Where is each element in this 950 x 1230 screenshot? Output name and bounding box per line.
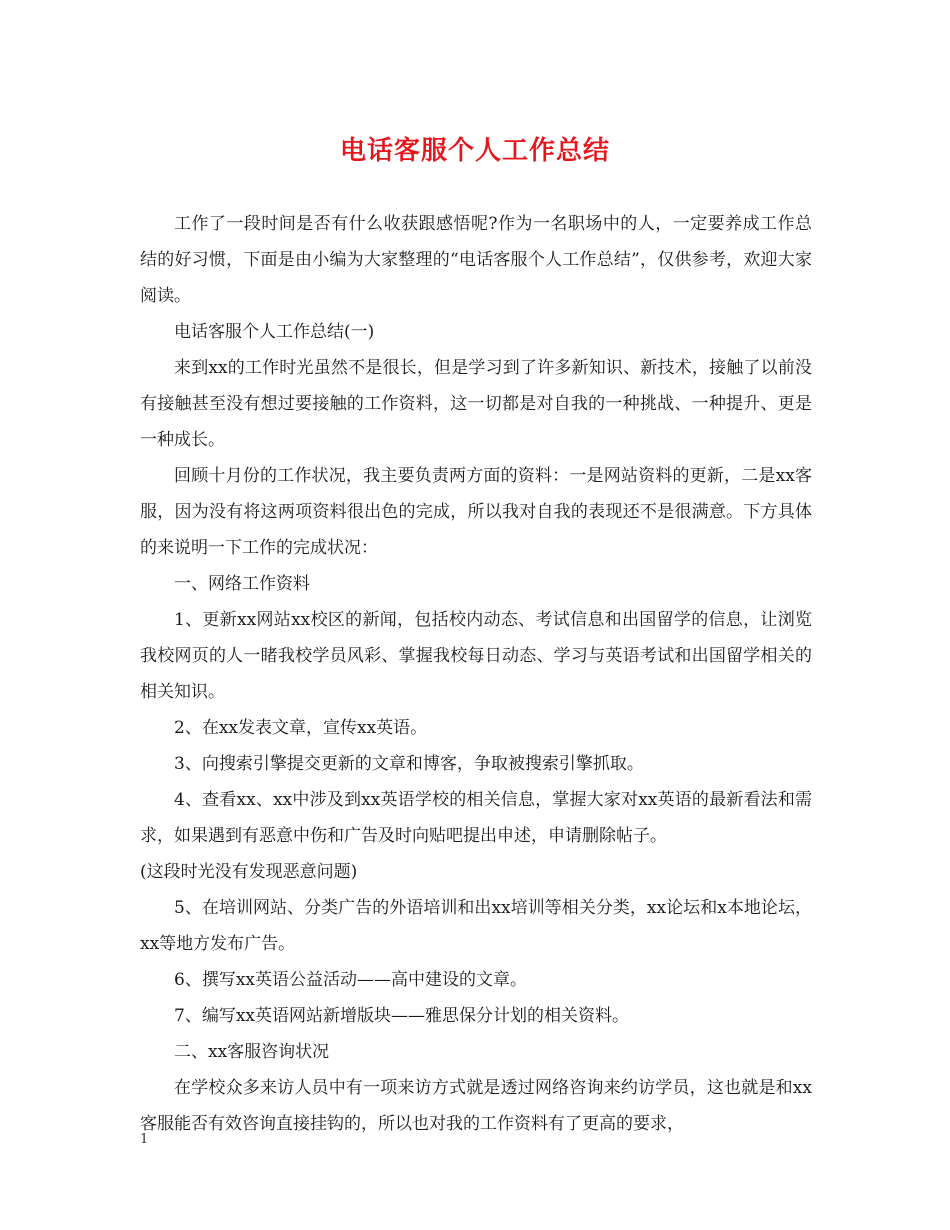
intro-paragraph: 工作了一段时间是否有什么收获跟感悟呢?作为一名职场中的人，一定要养成工作总结的好习惯，下面是由小编为大家整理的“电话客服个人工作总结”，仅供参考，欢迎大家阅读。 [140, 214, 812, 306]
section-heading: 一、网络工作资料 [174, 574, 310, 594]
note-text: (这段时光没有发现恶意问题) [140, 862, 358, 882]
section-heading: 电话客服个人工作总结(一) [174, 322, 375, 342]
body-paragraph: 在学校众多来访人员中有一项来访方式就是透过网络咨询来约访学员，这也就是和xx客服能否有效咨询直接挂钩的，所以也对我的工作资料有了更高的要求， [140, 1078, 812, 1134]
body-paragraph: 回顾十月份的工作状况，我主要负责两方面的资料：一是网站资料的更新，二是xx客服，因为没有将这两项资料很出色的完成，所以我对自我的表现还不是很满意。下方具体的来说明一下工作的完成状况： [140, 466, 812, 558]
list-item: 7、编写xx英语网站新增版块——雅思保分计划的相关资料。 [174, 1006, 629, 1026]
section-heading: 二、xx客服咨询状况 [174, 1042, 330, 1062]
list-item: 6、撰写xx英语公益活动——高中建设的文章。 [174, 970, 527, 990]
document-title: 电话客服个人工作总结 [339, 136, 610, 166]
list-item: 4、查看xx、xx中涉及到xx英语学校的相关信息，掌握大家对xx英语的最新看法和需求，如果遇到有恶意中伤和广告及时向贴吧提出申述，申请删除帖子。 [140, 790, 812, 846]
list-item: 1、更新xx网站xx校区的新闻，包括校内动态、考试信息和出国留学的信息，让浏览我校网页的人一睹我校学员风彩、掌握我校每日动态、学习与英语考试和出国留学相关的相关知识。 [140, 610, 812, 702]
list-item: 2、在xx发表文章，宣传xx英语。 [174, 718, 428, 738]
body-paragraph: 来到xx的工作时光虽然不是很长，但是学习到了许多新知识、新技术，接触了以前没有接触甚至没有想过要接触的工作资料，这一切都是对自我的一种挑战、一种提升、更是一种成长。 [140, 358, 812, 450]
list-item: 5、在培训网站、分类广告的外语培训和出xx培训等相关分类，xx论坛和x本地论坛，xx等地方发布广告。 [140, 898, 812, 954]
page-number: 1 [140, 1132, 149, 1147]
list-item: 3、向搜索引擎提交更新的文章和博客，争取被搜索引擎抓取。 [174, 754, 644, 774]
document-body [140, 206, 812, 1142]
